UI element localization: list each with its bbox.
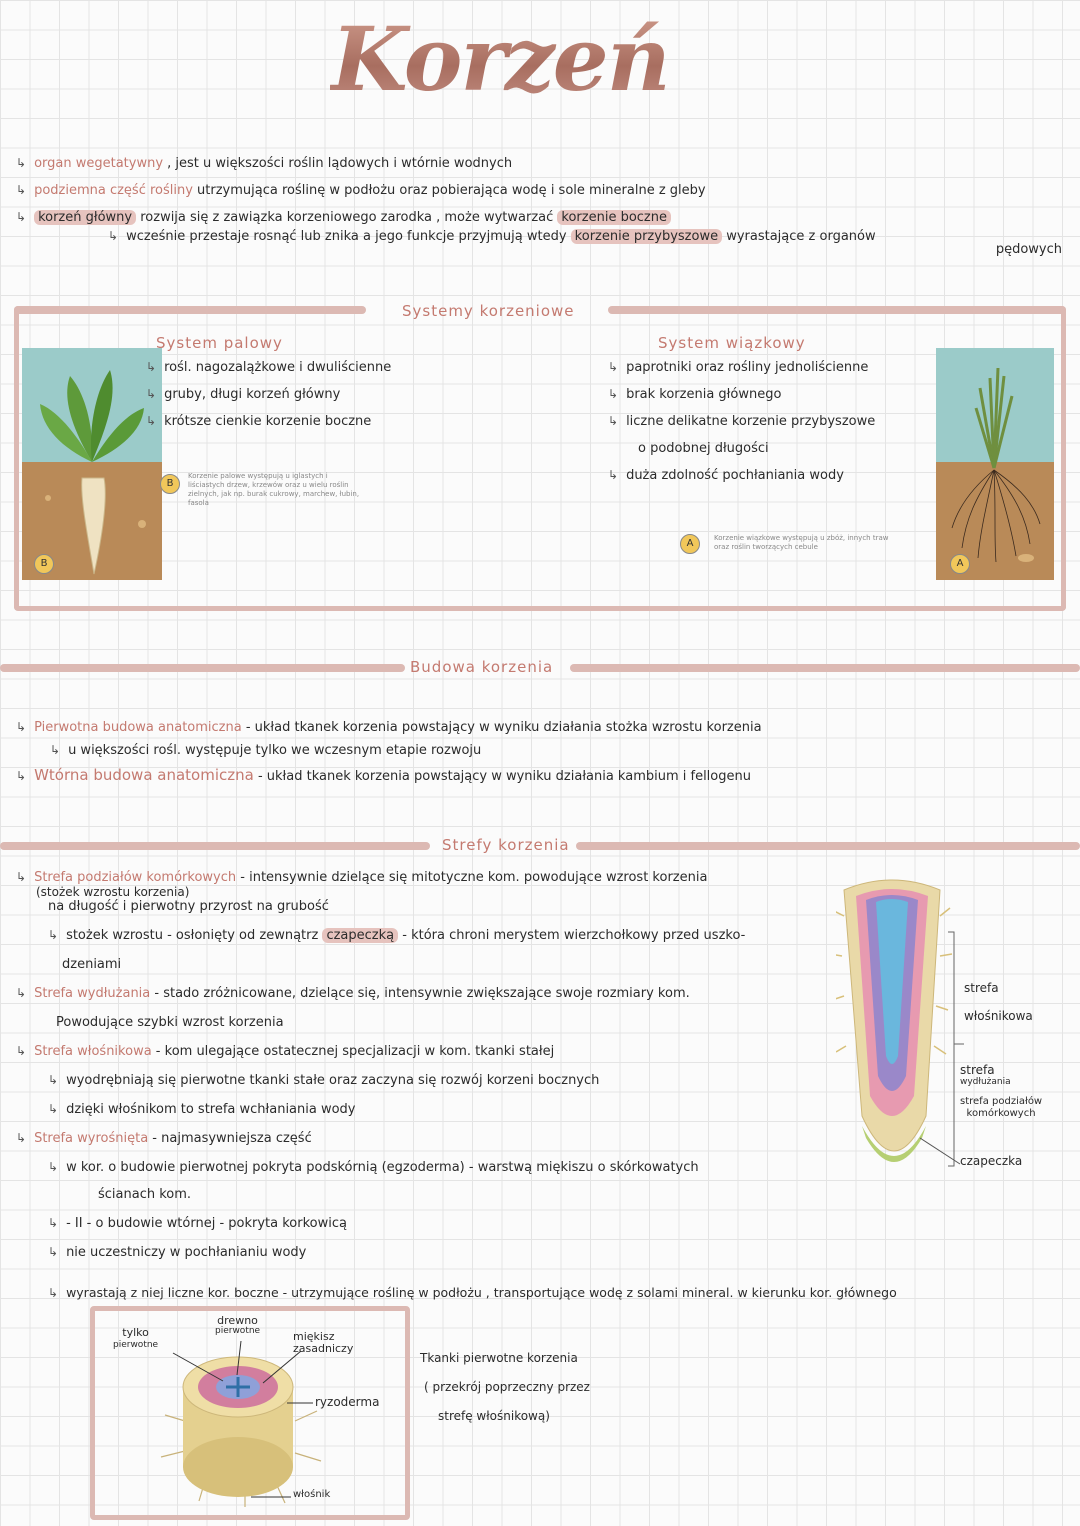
list-item: ↳ liczne delikatne korzenie przybyszowe [608, 414, 876, 429]
label-ryzoderma: ryzoderma [315, 1395, 380, 1409]
list-item: ↳ paprotniki oraz rośliny jednoliścienne [608, 360, 869, 375]
section-bar-budowa-right [570, 664, 1080, 672]
list-item: ↳ duża zdolność pochłaniania wody [608, 468, 844, 483]
zones-list: ↳ Strefa podziałów komórkowych - intensywnie dzielące się mitotyczne kom. powodujące wzrost korzenia (stożek wzrostu korzenia) na długość i pierwotny przyrost na grubość ↳ stożek wzrostu - osłonięty od zewnątrz czapeczką - która chroni merystem wierzchołkowy przed uszko- dzeniami ↳ Strefa wydłużania - stado zróżnicowane, dzielące się, intensywnie zwiększające swoje rozmiary kom. Powodujące szybki wzrost korzenia ↳ Strefa włośnikowa - kom ulegające ostatecznej specjalizacji w kom. tkanki stałej ↳ wyodrębniają się pierwotne tkanki stałe oraz zaczyna się rozwój korzeni bocznych ↳ dzięki włośnikom to strefa wchłaniania wody ↳ Strefa wyrośnięta - najmasywniejsza część ↳ w kor. o budowie pierwotnej pokryta podskórnią (egzoderma) - warstwą miękiszu o skórkowatych ścianach kom. ↳ - II - o budowie wtórnej - pokryta korkowicą ↳ nie uczestniczy w pochłanianiu wody [16, 870, 746, 1260]
taproot-note [160, 472, 360, 508]
arrow-icon: ↳ [48, 928, 59, 942]
root-tip-diagram [836, 876, 1076, 1186]
arrow-icon: ↳ [50, 743, 61, 757]
section-bar-budowa-left [0, 664, 405, 672]
arrow-icon: ↳ [48, 1102, 59, 1116]
zones-last-line: ↳ wyrastają z niej liczne kor. boczne - utrzymujące roślinę w podłożu , transportujące wodę z solami mineral. w kierunku kor. głównego [48, 1285, 897, 1300]
arrow-icon: ↳ [16, 210, 27, 224]
section-bar-right [608, 306, 1066, 314]
arrow-icon: ↳ [146, 387, 157, 401]
taproot-system [146, 334, 446, 429]
arrow-icon: ↳ [608, 387, 619, 401]
list-item: o podobnej długości [638, 441, 769, 456]
arrow-icon: ↳ [48, 1245, 59, 1259]
page-title: Korzeń [330, 0, 670, 120]
fibrous-heading: System wiązkowy [658, 334, 806, 352]
label-miekisz-zasadniczy: miękisz zasadniczy [293, 1330, 354, 1355]
section-bar-strefy-left [0, 842, 430, 850]
label-czapeczka: czapeczka [960, 1154, 1023, 1168]
arrow-icon: ↳ [16, 156, 27, 170]
list-item: ↳ brak korzenia głównego [608, 387, 782, 402]
arrow-icon: ↳ [608, 468, 619, 482]
label-strefa-podzialow: strefa podziałów komórkowych [960, 1096, 1043, 1119]
section-title-budowa: Budowa korzenia [410, 658, 554, 676]
fibrous-system [608, 334, 928, 483]
arrow-icon: ↳ [16, 870, 27, 884]
intro-item: ↳ organ wegetatywny , jest u większości roślin lądowych i wtórnie wodnych [16, 156, 513, 171]
arrow-icon: ↳ [48, 1073, 59, 1087]
label-strefa-wydluzania: strefa wydłużania [960, 1063, 1011, 1087]
cross-section-diagram [95, 1311, 405, 1515]
arrow-icon: ↳ [48, 1286, 59, 1300]
fibrous-note-text: Korzenie wiązkowe występują u zbóż, innych traw oraz roślin tworzących cebule [714, 534, 889, 551]
arrow-icon: ↳ [16, 183, 27, 197]
section-bar-strefy-right [576, 842, 1080, 850]
intro-sub-wrap: pędowych [995, 242, 1062, 257]
structure-list: ↳ Pierwotna budowa anatomiczna - układ tkanek korzenia powstający w wyniku działania stożka wzrostu korzenia ↳ u większości rośl. występuje tylko we wczesnym etapie rozwoju ↳ Wtórna budowa anatomiczna - układ tkanek korzenia powstający w wyniku działania kambium i fellogenu [16, 720, 762, 784]
taproot-heading: System palowy [156, 334, 283, 352]
label-strefa-wlosnikowa: strefa włośnikowa [964, 981, 1033, 1023]
taproot-illustration [22, 348, 162, 580]
label-tylko-pierwotne: tylko pierwotne [113, 1326, 159, 1350]
arrow-icon: ↳ [146, 414, 157, 428]
list-item: ↳ rośl. nagozalążkowe i dwuliścienne [146, 360, 392, 375]
section-title-strefy: Strefy korzenia [442, 836, 570, 854]
arrow-icon: ↳ [146, 360, 157, 374]
arrow-icon: ↳ [16, 720, 27, 734]
cross-section-caption: Tkanki pierwotne korzenia ( przekrój poprzeczny przez strefę włośnikową) [420, 1351, 590, 1423]
intro-list [16, 156, 1076, 257]
intro-item: ↳ podziemna część rośliny utrzymująca roślinę w podłożu oraz pobierająca wodę i sole mineralne z gleby [16, 183, 706, 198]
label-wlosnik: włośnik [293, 1489, 331, 1500]
highlight-korzenie-przybyszowe: korzenie przybyszowe [571, 229, 722, 244]
arrow-icon: ↳ [16, 769, 27, 783]
fibrous-note [680, 534, 900, 552]
arrow-icon: ↳ [48, 1216, 59, 1230]
arrow-icon: ↳ [108, 229, 119, 243]
label-drewno-pierwotne: drewno pierwotne [215, 1314, 261, 1336]
fibrous-root-illustration [936, 348, 1054, 580]
section-bar-left [14, 306, 366, 314]
arrow-icon: ↳ [16, 1131, 27, 1145]
intro-item: ↳ korzeń główny rozwija się z zawiązka korzeniowego zarodka , może wytwarzać korzenie boczne [16, 210, 1076, 225]
badge-a: A [680, 534, 700, 554]
arrow-icon: ↳ [608, 360, 619, 374]
intro-sub: ↳ wcześnie przestaje rosnąć lub znika a jego funkcje przyjmują wtedy korzenie przybyszowe wyrastające z organów [108, 229, 876, 244]
arrow-icon: ↳ [16, 1044, 27, 1058]
taproot-note-text: Korzenie palowe występują u iglastych i liściastych drzew, krzewów oraz u wielu roślin zielnych, jak np. burak cukrowy, marchew, łubin, fasola [188, 472, 360, 507]
arrow-icon: ↳ [608, 414, 619, 428]
badge-b-left: B [34, 554, 54, 574]
badge-b: B [160, 474, 180, 494]
arrow-icon: ↳ [48, 1160, 59, 1174]
list-item: ↳ gruby, długi korzeń główny [146, 387, 341, 402]
list-item: ↳ krótsze cienkie korzenie boczne [146, 414, 372, 429]
badge-a-right: A [950, 554, 970, 574]
arrow-icon: ↳ [16, 986, 27, 1000]
section-title-systemy: Systemy korzeniowe [402, 302, 575, 320]
